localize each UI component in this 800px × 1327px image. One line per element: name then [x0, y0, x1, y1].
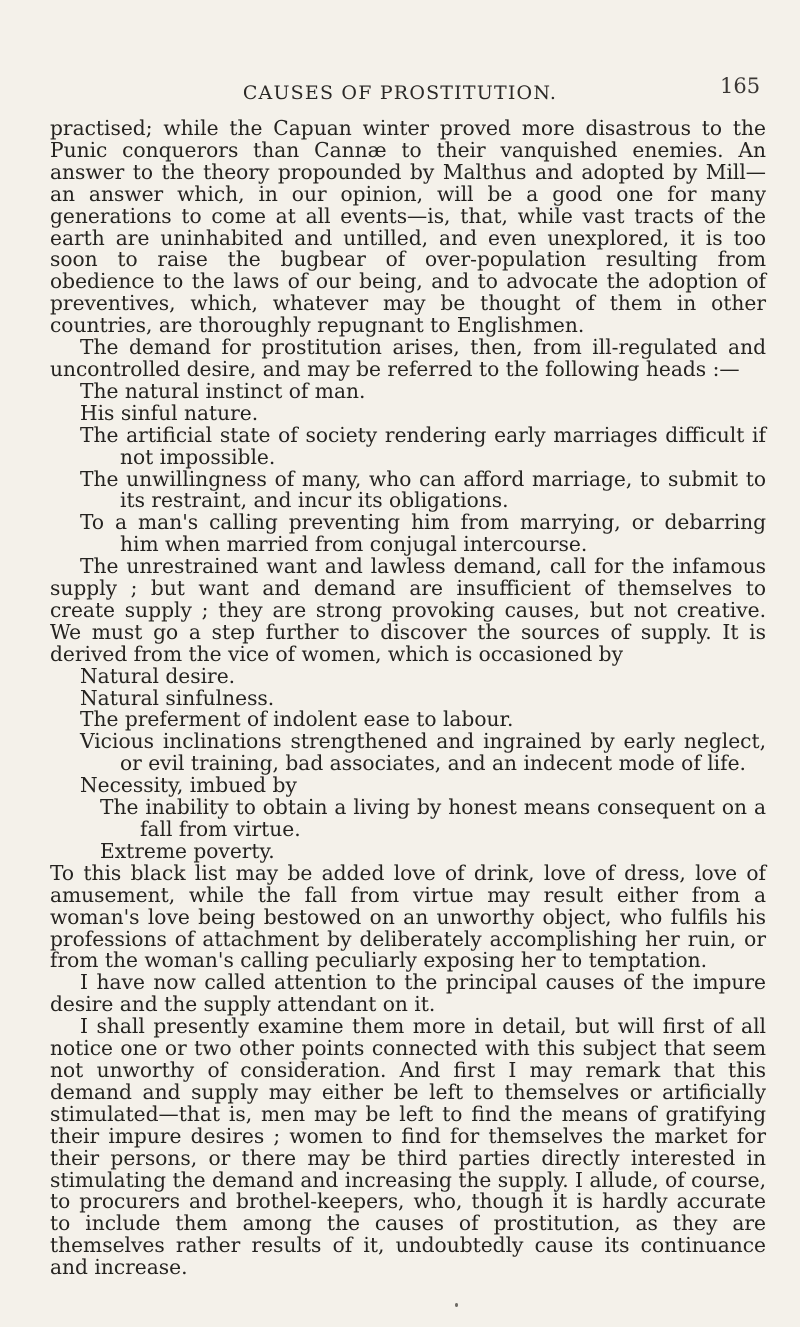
body-text — [50, 118, 766, 1279]
paragraph-procurers: I shall presently examine them more in detail, but will first of all notice one or two other points connected with this subject that seem not unworthy of consideration. And first I may remark that this demand and supply may either be left to themselves or artificially stimulated—that is, men may be left to find the means of gratifying their impure desires ; women to find for themselves the market for their persons, or there may be third parties directly interested in stimulating the demand and increasing the supply. I allude, of course, to procurers and brothel-keepers, who, though it is hardly accurate to include them among the causes of prostitution, as they are themselves rather results of it, undoubtedly cause its continuance and increase. — [50, 1014, 766, 1280]
list-item: The natural instinct of man. — [80, 378, 366, 403]
list-item: The preferment of indolent ease to labour. — [80, 707, 514, 732]
page-number: 165 — [720, 74, 761, 98]
demand-heads-list — [50, 378, 766, 557]
paragraph-capuan-malthus: practised; while the Capuan winter proved more disastrous to the Punic conquerors than Cannæ to their vanquished enemies. An answer to the theory propounded by Malthus and adopted by Mill—an answer which, in our opinion, will be a good one for many generations to come at all events—is, that, while vast tracts of the earth are uninhabited and untilled, and even unexplored, it is too soon to raise the bugbear of over-population resulting from obedience to the laws of our being, and to advocate the adoption of preventives, which, whatever may be thought of them in other countries, are thoroughly repugnant to Englishmen. — [50, 116, 766, 338]
list-item: His sinful nature. — [80, 400, 259, 425]
necessity-subheads-list — [50, 797, 766, 863]
list-item: Natural desire. — [80, 663, 236, 688]
list-item: Necessity, imbued by — [80, 773, 297, 798]
paragraph-black-list: To this black list may be added love of drink, love of dress, love of amusement, while the fall from virtue may result either from a woman's love being bestowed on an unworthy object, who fulfils his professions of attachment by deliberately accomplishing her ruin, or from the woman's calling peculiarly exposing her to temptation. — [50, 860, 766, 973]
paragraph-principal-causes: I have now called attention to the principal causes of the impure desire and the supply attendant on it. — [50, 970, 766, 1017]
paragraph-supply: The unrestrained want and lawless demand, call for the infamous supply ; but want and demand are insufficient of themselves to create supply ; they are strong provoking causes, but not creative. We must go a step further to discover the sources of supply. It is derived from the vice of women, which is occasioned by — [50, 554, 766, 666]
list-item: Natural sinfulness. — [80, 685, 275, 710]
supply-heads-list — [50, 663, 766, 863]
list-item: The unwillingness of many, who can afford marriage, to submit to its restraint, and incur its obligations. — [80, 466, 766, 513]
list-item: The inability to obtain a living by honest means consequent on a fall from virtue. — [100, 795, 766, 841]
page-header — [0, 74, 800, 112]
list-item: Extreme poverty. — [100, 838, 275, 863]
running-head: CAUSES OF PROSTITUTION. — [242, 82, 558, 104]
list-item: Vicious inclinations strengthened and ingrained by early neglect, or evil training, bad associates, and an indecent mode of life. — [80, 729, 766, 776]
ink-speck — [455, 1303, 458, 1307]
list-item: To a man's calling preventing him from marrying, or debarring him when married from conjugal intercourse. — [80, 510, 766, 557]
list-item: The artificial state of society rendering early marriages difficult if not impossible. — [80, 422, 766, 469]
paragraph-demand-intro: The demand for prostitution arises, then, from ill-regulated and uncontrolled desire, and may be referred to the following heads :— — [50, 335, 766, 381]
